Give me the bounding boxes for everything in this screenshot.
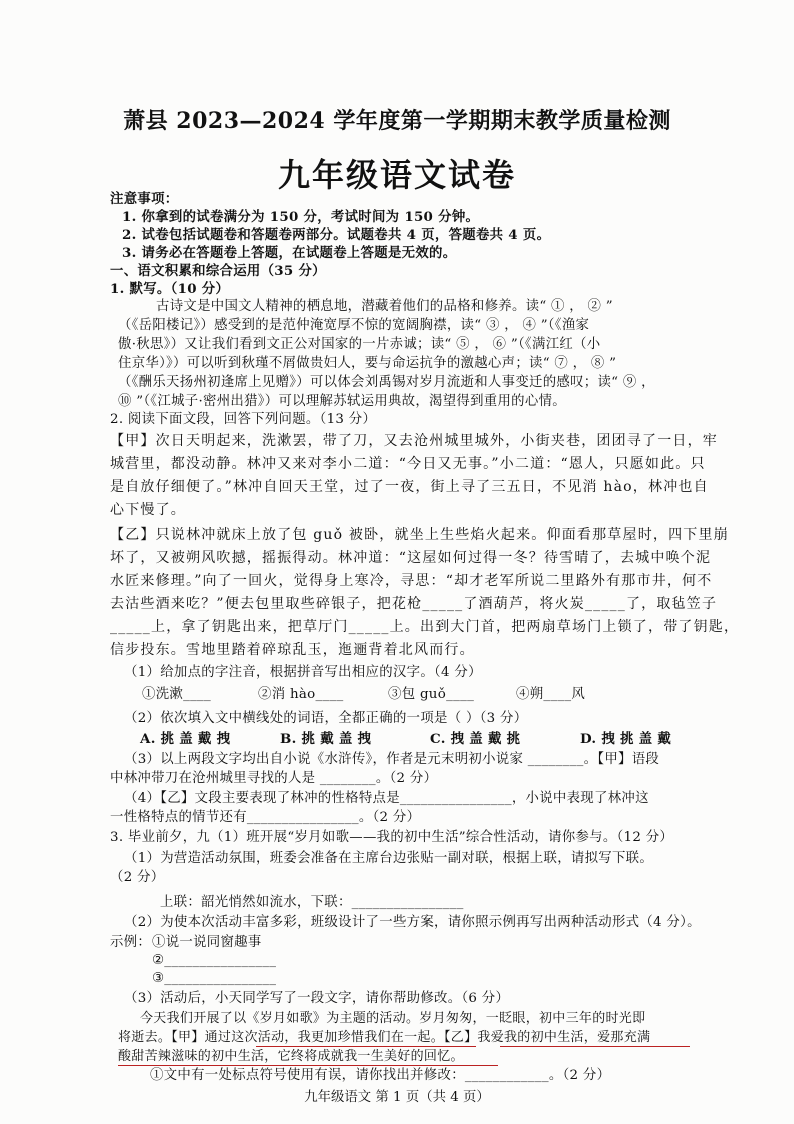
q1-line: 古诗文是中国文人精神的栖息地，潜藏着他们的品格和修养。读“ ① ， ② ” <box>156 299 613 314</box>
q3-sub1: （2 分） <box>110 870 165 885</box>
q2-sub4: （4）【乙】文段主要表现了林冲的性格特点是________________，小说中表现了林冲这 <box>124 791 649 806</box>
note-item: 2. 试卷包括试题卷和答题卷两部分。试题卷共 4 页，答题卷共 4 页。 <box>122 227 551 243</box>
q3-label: 3. 毕业前夕，九（1）班开展“岁月如歌——我的初中生活”综合性活动，请你参与。（12 分） <box>110 830 674 845</box>
q1-label: 1. 默写。（10 分） <box>110 281 230 297</box>
q1-line: 傲·秋思》）又让我们看到文正公对国家的一片赤诚；读“ ⑤ ， ⑥ ”（《满江红（小 <box>118 337 601 352</box>
section-heading: 一、语文积累和综合运用（35 分） <box>110 263 326 279</box>
choice-d: D. 拽 挑 盖 戴 <box>580 731 672 747</box>
underline-yi <box>500 1046 690 1047</box>
choice-c: C. 拽 盖 戴 挑 <box>430 731 521 747</box>
example-item: ②________________ <box>152 953 277 968</box>
q1-line: 住京华）》）可以听到秋瑾不屑做贵妇人，要与命运抗争的激越心声；读“ ⑦ ， ⑧ ” <box>118 356 617 371</box>
note-item: 3. 请务必在答题卷上答题，在试题卷上答题是无效的。 <box>122 245 457 261</box>
q2-sub3: 中林冲带刀在沧州城里寻找的人是 ________。（2 分） <box>110 771 438 786</box>
q1-line: ⑩ ”（《江城子·密州出猎》）可以理解苏轼运用典故，渴望得到重用的心情。 <box>118 394 566 409</box>
passage-yi-line: _____上，拿了钥匙出来，把草厅门_____上。出到大门首，把两扇草场门上锁了，带了钥匙， <box>110 619 740 635</box>
underline-jia <box>256 1046 476 1047</box>
note-item: 1. 你拿到的试卷满分为 150 分，考试时间为 150 分钟。 <box>122 209 480 225</box>
student-paragraph-line: 今天我们开展了以《岁月如歌》为主题的活动。岁月匆匆，一眨眼，初中三年的时光即 <box>140 1011 646 1026</box>
exam-title: 萧县 2023—2024 学年度第一学期期末教学质量检测 <box>123 108 671 134</box>
q3-sub3: （3）活动后，小天同学写了一段文字，请你帮助修改。（6 分） <box>124 991 510 1006</box>
q2-sub1-opt: ①洗漱____ <box>142 687 212 702</box>
passage-yi-line: 信步投东。雪地里踏着碎琼乱玉，迤逦背着北风而行。 <box>110 642 475 658</box>
q2-sub1-opt: ③包 guǒ____ <box>388 687 475 702</box>
example-item: ③________________ <box>152 971 277 986</box>
choice-b: B. 挑 戴 盖 拽 <box>280 731 372 747</box>
student-paragraph-line: 将逝去。【甲】通过这次活动，我更加珍惜我们在一起。【乙】我爱我的初中生活，爱那充满 <box>118 1030 651 1045</box>
page-footer: 九年级语文 第 1 页（共 4 页） <box>304 1090 490 1105</box>
q3-sub3-1: ①文中有一处标点符号使用有误，请你找出并修改：____________。（2 分） <box>150 1068 611 1083</box>
passage-yi-line: 坏了，又被朔风吹撼，摇振得动。林冲道：“这屋如何过得一冬？待雪晴了，去城中唤个泥 <box>110 550 712 566</box>
q3-sub1: （1）为营造活动氛围，班委会准备在主席台边张贴一副对联，根据上联，请拟写下联。 <box>124 851 654 866</box>
exam-subtitle: 九年级语文试卷 <box>277 156 516 194</box>
choice-a: A. 挑 盖 戴 拽 <box>140 731 231 747</box>
passage-yi-line: 去沽些酒来吃？”便去包里取些碎银子，把花枪_____了酒葫芦，将火炭_____了，取毡笠子 <box>110 596 718 612</box>
passage-jia-line: 城营里，都没动静。林冲又来对李小二道：“今日又无事。”小二道：“恩人，只愿如此。只 <box>110 456 706 472</box>
passage-jia-line: 是自放仔细便了。”林冲自回天王堂，过了一夜，街上寻了三五日，不见消 hào，林冲也自 <box>110 479 709 495</box>
q1-line: （《岳阳楼记》）感受到的是范仲淹宽厚不惊的宽阔胸襟，读“ ③ ， ④ ”（《渔家 <box>118 318 590 333</box>
q2-sub1-opt: ②消 hào____ <box>258 687 344 702</box>
underline-yi-cont <box>118 1065 498 1066</box>
passage-yi-line: 【乙】只说林冲就床上放了包 guǒ 被卧，就坐上生些焰火起来。仰面看那草屋时，四下里崩 <box>110 527 729 543</box>
q2-sub4: 一性格特点的情节还有________________。（2 分） <box>110 810 421 825</box>
q2-sub3: （3）以上两段文字均出自小说《水浒传》，作者是元末明初小说家 ________。【甲】语段 <box>124 752 660 767</box>
q2-sub1: （1）给加点的字注音，根据拼音写出相应的汉字。（4 分） <box>124 665 482 680</box>
q2-sub2: （2）依次填入文中横线处的词语，全都正确的一项是（ ）（3 分） <box>124 711 528 726</box>
q2-sub1-opt: ④朔____风 <box>516 687 586 702</box>
passage-yi-line: 水匠来修理。”向了一回火，觉得身上寒冷，寻思：“却才老军所说二里路外有那市井，何不 <box>110 573 713 589</box>
example-label: 示例： <box>110 935 152 950</box>
student-paragraph-line: 酸甜苦辣滋味的初中生活，它终将成就我一生美好的回忆。 <box>118 1049 464 1064</box>
q1-line: （《酬乐天扬州初逢席上见赠》）可以体会刘禹锡对岁月流逝和人事变迁的感叹；读“ ⑨ ， <box>118 375 655 390</box>
q3-sub2: （2）为使本次活动丰富多彩，班级设计了一些方案，请你照示例再写出两种活动形式（4 分）。 <box>124 915 701 930</box>
notes-heading: 注意事项： <box>110 191 179 207</box>
couplet-line: 上联：韶光悄然如流水，下联：________________ <box>160 895 464 910</box>
passage-jia-line: 心下慢了。 <box>110 502 186 518</box>
q2-label: 2. 阅读下面文段，回答下列问题。（13 分） <box>110 412 377 427</box>
example-item: ①说一说同窗趣事 <box>152 935 262 950</box>
passage-jia-line: 【甲】次日天明起来，洗漱罢，带了刀，又去沧州城里城外，小街夹巷，团团寻了一日，牢 <box>110 433 718 449</box>
